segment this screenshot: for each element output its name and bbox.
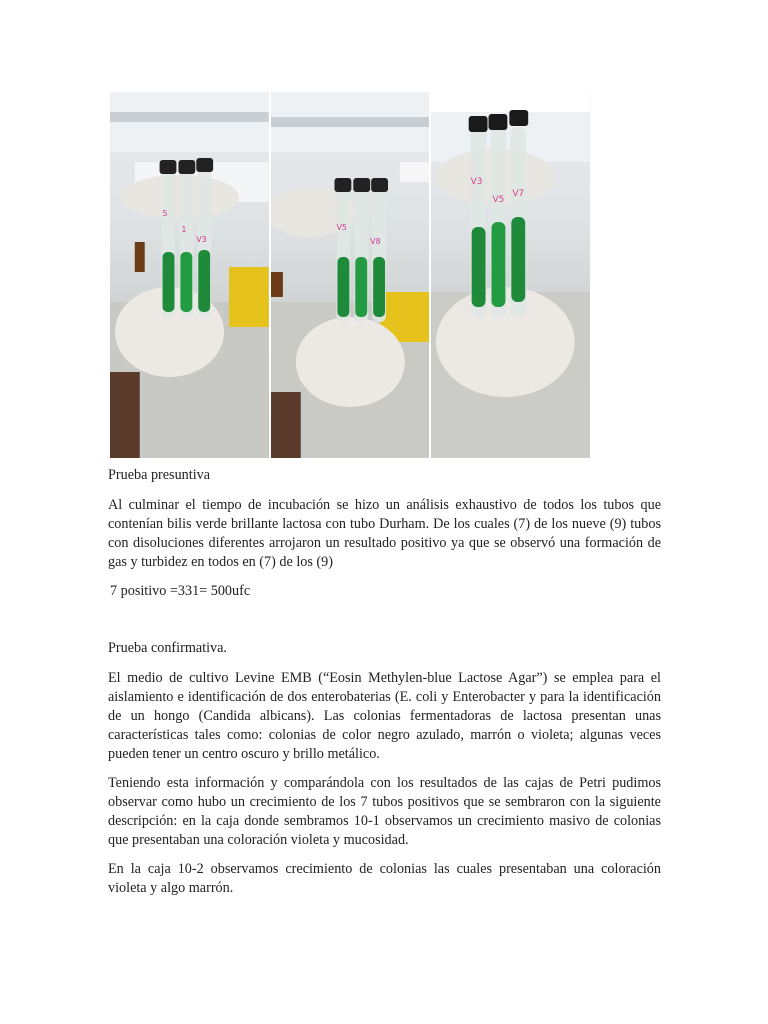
tube-label: V8 xyxy=(369,236,381,247)
tube-label: 5 xyxy=(162,208,168,219)
tube-label: V3 xyxy=(196,234,207,245)
photo-tubes-2 xyxy=(271,92,430,458)
photo-tubes-1 xyxy=(110,92,269,458)
tube-label: V3 xyxy=(471,176,483,188)
paragraph-presuntiva: Al culminar el tiempo de incubación se hizo un análisis exhaustivo de todos los tubos que contenían bilis verde brillante lactosa con tubo Durham. De los cuales (7) de los nueve (9) tubos con disoluciones diferentes arrojaron un resultado positivo ya que se observó una formación de gas y turbidez en todos en (7) de los (9) xyxy=(108,497,661,570)
test-tube-photos xyxy=(110,92,590,458)
tube-label: V5 xyxy=(492,194,505,206)
result-calculation: 7 positivo =331= 500ufc xyxy=(110,583,251,599)
photo-tubes-3 xyxy=(431,92,590,458)
tube-label: V7 xyxy=(512,188,525,200)
section-heading-confirmativa: Prueba confirmativa. xyxy=(108,640,227,656)
document-body xyxy=(108,466,661,908)
paragraph-confirmativa-2: Teniendo esta información y comparándola con los resultados de las cajas de Petri pudimos observar como hubo un crecimiento de los 7 tubos positivos que se sembraron con la siguiente descripción: en la caja donde sembramos 10-1 observamos un crecimiento masivo de colonias que presentaban una coloración violeta y mucosidad. xyxy=(108,775,661,848)
tube-label: V5 xyxy=(336,222,347,233)
paragraph-confirmativa-1: El medio de cultivo Levine EMB (“Eosin Methylen-blue Lactose Agar”) se emplea para el aislamiento e identificación de dos enterobaterias (E. coli y Enterobacter y para la identificación de un hongo (Candida albicans). Las colonias fermentadoras de lactosa presentan unas características tales como: colonias de color negro azulado, marrón o violeta; algunas veces pueden tener un centro oscuro y brillo metálico. xyxy=(108,670,661,762)
section-heading-presuntiva: Prueba presuntiva xyxy=(108,467,211,483)
paragraph-confirmativa-3: En la caja 10-2 observamos crecimiento de colonias las cuales presentaban una coloración violeta y algo marrón. xyxy=(108,861,661,896)
tube-label: 1 xyxy=(181,224,187,235)
